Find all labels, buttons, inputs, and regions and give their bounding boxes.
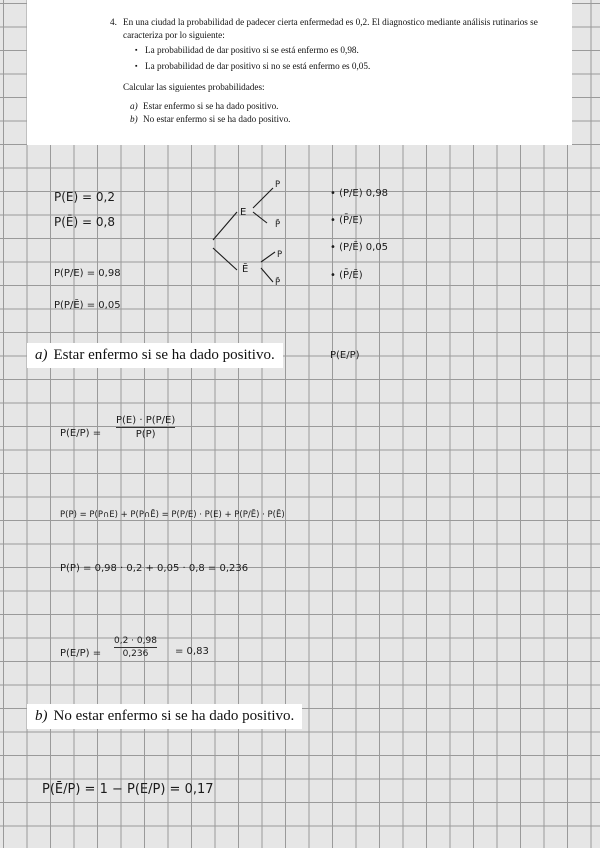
problem-head xyxy=(110,16,572,41)
problem-text: En una ciudad la probabilidad de padecer cierta enfermedad es 0,2. El diagnostico mediante análisis rutinarios se caracteriza por lo siguiente: xyxy=(123,17,538,40)
note-list-item: • (P/E) 0,98 xyxy=(330,188,389,199)
note-pec: P(Ē) = 0,8 xyxy=(54,215,115,229)
question-label: b) xyxy=(130,114,138,124)
bayes-lhs: P(E/P) = xyxy=(60,428,102,439)
result-numerator: 0,2 · 0,98 xyxy=(114,636,157,646)
tree-node-ec: Ē xyxy=(242,264,249,275)
question-item xyxy=(130,100,572,113)
question-label: a) xyxy=(130,100,138,111)
result-denominator: 0,236 xyxy=(122,649,149,659)
note-ppe: P(P/E) = 0,98 xyxy=(54,268,121,279)
section-a-label: a) xyxy=(35,347,48,363)
tree-node-p1: P xyxy=(275,180,281,190)
conditions-list xyxy=(123,44,572,72)
question-text: Estar enfermo si se ha dado positivo. xyxy=(143,100,279,111)
section-a-side-note: P(E/P) xyxy=(330,350,360,361)
tree-node-e: E xyxy=(240,207,247,218)
result-lhs: P(E/P) = xyxy=(60,648,102,659)
problem-number: 4. xyxy=(110,17,117,27)
questions-list xyxy=(123,100,572,126)
condition-item: ▪ La probabilidad de dar positivo si no se está enfermo es 0,05. xyxy=(145,60,572,73)
total-probability: P(P) = P(P∩E) + P(P∩Ē) = P(P/E) · P(E) + P(P/Ē) · P(Ē) xyxy=(60,510,285,520)
total-calc: P(P) = 0,98 · 0,2 + 0,05 · 0,8 = 0,236 xyxy=(60,563,249,574)
result-fraction xyxy=(114,636,157,659)
problem-statement xyxy=(27,0,572,145)
bayes-fraction xyxy=(116,415,175,440)
fraction-bar xyxy=(116,427,175,428)
calc-title: Calcular las siguientes probabilidades: xyxy=(123,82,265,92)
fraction-bar xyxy=(114,647,157,648)
tree-node-p2: P xyxy=(277,250,283,260)
note-list-item: • (P̄/E) xyxy=(330,215,363,226)
bayes-numerator: P(E) · P(P/E) xyxy=(116,415,176,426)
section-a-text: Estar enfermo si se ha dado positivo. xyxy=(53,347,275,363)
tree-node-pc1: P̄ xyxy=(275,220,281,230)
result-value: = 0,83 xyxy=(175,646,209,657)
note-pe: P(E) = 0,2 xyxy=(54,190,115,204)
question-item xyxy=(130,113,572,126)
section-b-title xyxy=(27,704,302,729)
note-ppec: P(P/Ē) = 0,05 xyxy=(54,300,121,311)
probability-tree xyxy=(205,170,305,295)
question-text: No estar enfermo si se ha dado positivo. xyxy=(143,114,291,124)
section-b-text: No estar enfermo si se ha dado positivo. xyxy=(53,708,295,724)
tree-node-pc2: P̄ xyxy=(275,278,281,288)
section-b-label: b) xyxy=(35,708,48,724)
condition-item: ▪ La probabilidad de dar positivo si se está enfermo es 0,98. xyxy=(145,44,572,57)
note-list-item: • (P̄/Ē) xyxy=(330,270,363,281)
section-b-result: P(Ē/P) = 1 − P(E/P) = 0,17 xyxy=(42,782,214,797)
section-a-title xyxy=(27,343,283,368)
bayes-denominator: P(P) xyxy=(135,429,156,440)
note-list-item: • (P/Ē) 0,05 xyxy=(330,242,389,253)
